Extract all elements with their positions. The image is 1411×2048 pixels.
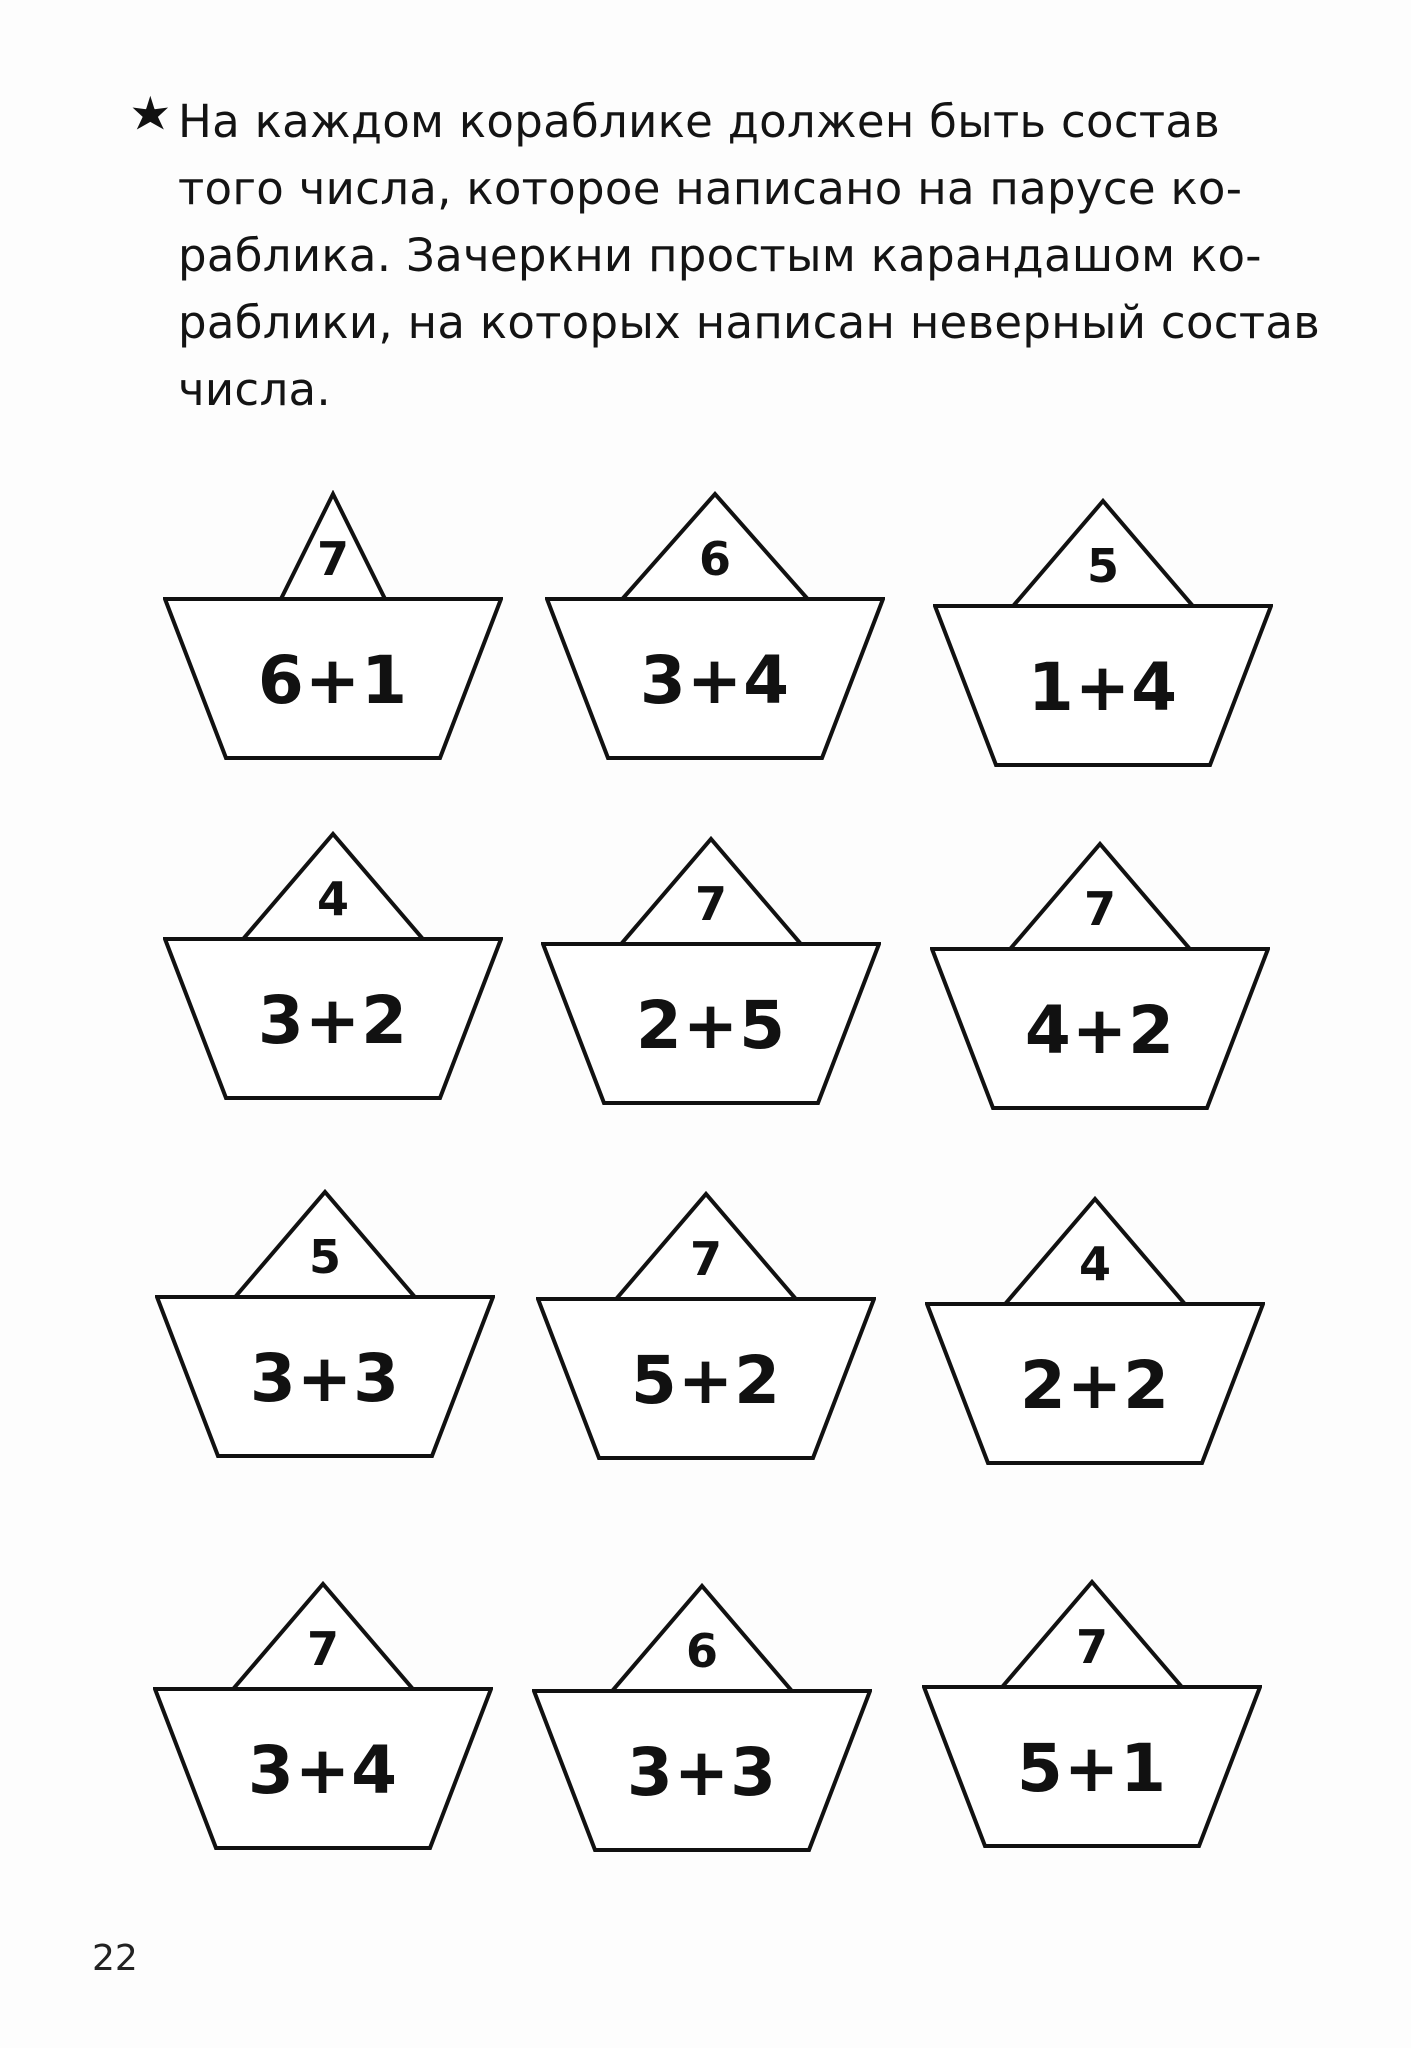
hull-expression: 6+1 [257, 642, 409, 719]
sail-number: 6 [698, 532, 731, 586]
sail-number: 4 [1078, 1237, 1111, 1291]
hull-expression: 2+2 [1019, 1347, 1171, 1424]
boat[interactable] [532, 1582, 872, 1852]
sail-number: 4 [316, 872, 349, 926]
boat-outline [925, 1195, 1265, 1465]
boat[interactable] [933, 497, 1273, 767]
boat-outline [163, 490, 503, 760]
page-number: 22 [92, 1938, 138, 1979]
instruction-line: раблики, на которых написан неверный состав [178, 296, 1321, 349]
boat[interactable] [153, 1580, 493, 1850]
boat-outline [153, 1580, 493, 1850]
hull-expression: 5+2 [630, 1342, 782, 1419]
boat-outline [163, 830, 503, 1100]
boat-outline [545, 490, 885, 760]
hull-expression: 1+4 [1027, 649, 1179, 726]
hull-expression: 3+4 [639, 642, 791, 719]
instruction-line: На каждом кораблике должен быть состав [178, 95, 1221, 148]
sail-number: 6 [685, 1624, 718, 1678]
boat-outline [155, 1188, 495, 1458]
hull-expression: 3+2 [257, 982, 409, 1059]
sail-number: 5 [1086, 539, 1119, 593]
instruction-line: раблика. Зачеркни простым карандашом ко- [178, 229, 1262, 282]
sail-number: 7 [694, 877, 727, 931]
hull-expression: 3+4 [247, 1732, 399, 1809]
boat[interactable] [536, 1190, 876, 1460]
boat-outline [922, 1578, 1262, 1848]
boat[interactable] [930, 840, 1270, 1110]
boat[interactable] [155, 1188, 495, 1458]
instruction-line: того числа, которое написано на парусе ко- [178, 162, 1243, 215]
boat[interactable] [163, 490, 503, 760]
boat-outline [536, 1190, 876, 1460]
hull-expression: 5+1 [1016, 1730, 1168, 1807]
boat-outline [541, 835, 881, 1105]
hull-expression: 2+5 [635, 987, 787, 1064]
boat[interactable] [541, 835, 881, 1105]
sail-number: 5 [308, 1230, 341, 1284]
hull-expression: 3+3 [249, 1340, 401, 1417]
hull-expression: 3+3 [626, 1734, 778, 1811]
sail-number: 7 [316, 532, 349, 586]
hull-expression: 4+2 [1024, 992, 1176, 1069]
boat[interactable] [925, 1195, 1265, 1465]
sail-number: 7 [689, 1232, 722, 1286]
boat-outline [933, 497, 1273, 767]
sail-number: 7 [1083, 882, 1116, 936]
boat[interactable] [922, 1578, 1262, 1848]
sail-number: 7 [1075, 1620, 1108, 1674]
sail-number: 7 [306, 1622, 339, 1676]
boat-outline [930, 840, 1270, 1110]
boat[interactable] [545, 490, 885, 760]
instruction-line: числа. [178, 363, 332, 416]
boat-outline [532, 1582, 872, 1852]
boat[interactable] [163, 830, 503, 1100]
